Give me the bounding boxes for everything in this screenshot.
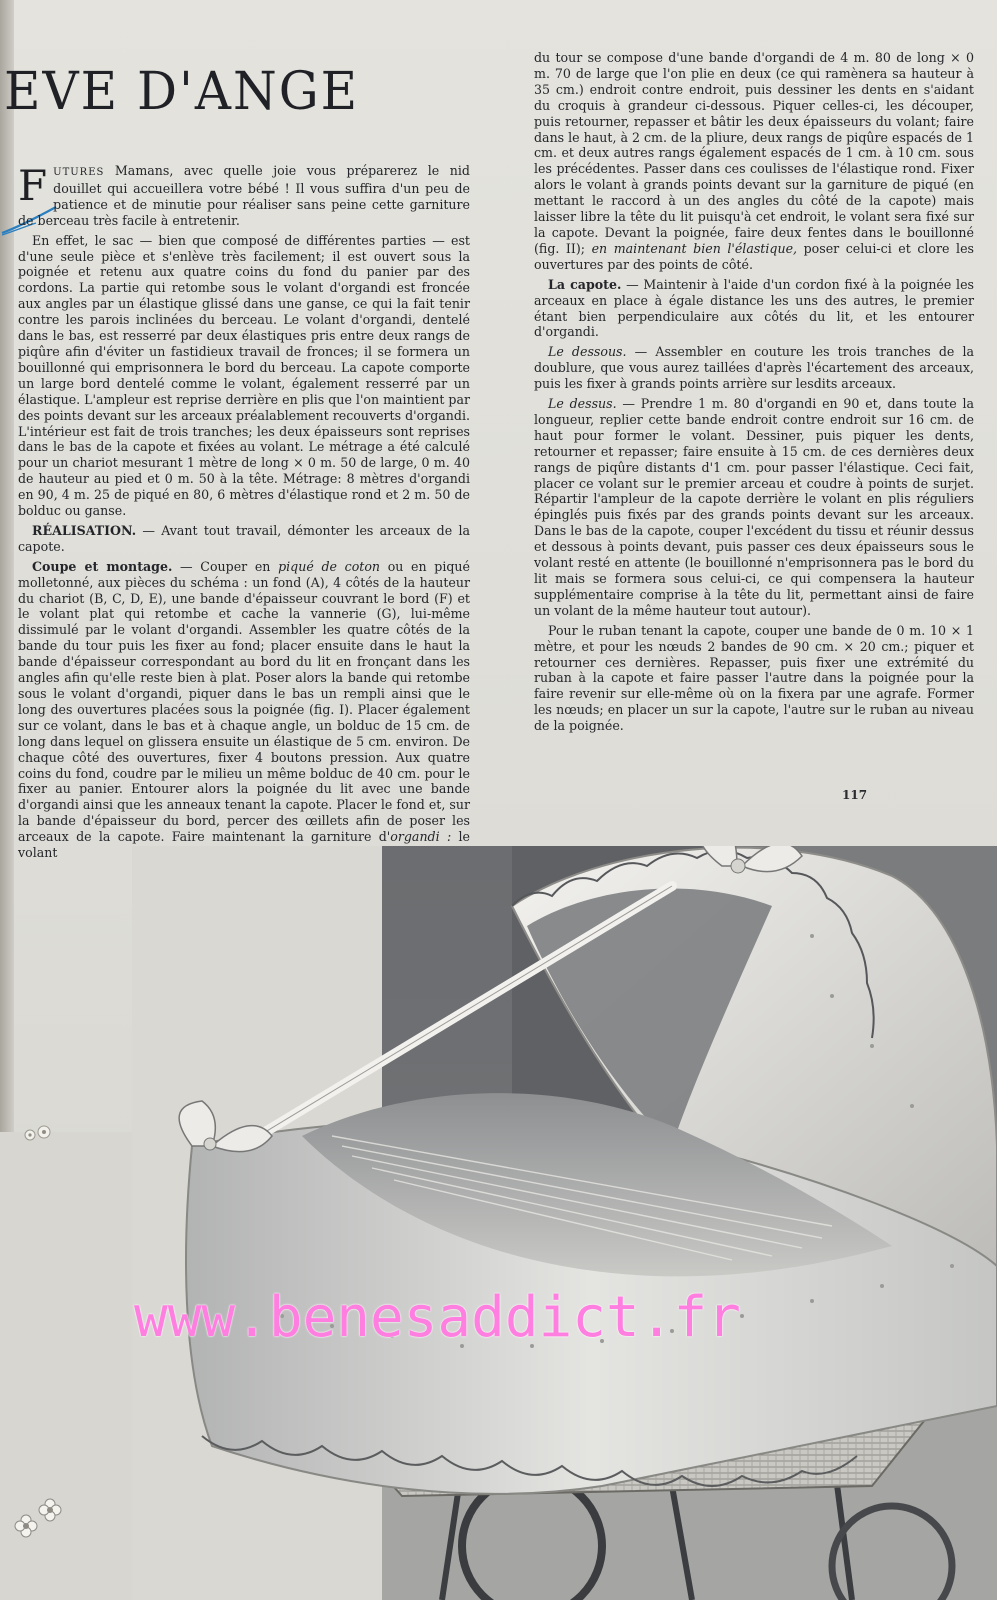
description-paragraph: En effet, le sac — bien que composé de différentes parties — est d'une seule pièce et s'enlève très facilement; il est ouvert sous la poignée et retenu aux quatre coins du fond du panier par des cordons. La partie qui retombe sous le volant d'organdi est froncée aux angles par un élastique glissé dans une ganse, ce qui la fait tenir contre les parois inclinées du berceau. Le volant d'organdi, dentelé dans le bas, est resserré par deux élastiques pris entre deux rangs de piqûre afin d'éviter un fastidieux travail de fronces; il se formera un bouillonné qui emprisonnera le bord du berceau. La capote comporte un large bord dentelé comme le volant, également resserré par un élastique. L'ampleur est reprise derrière en plis que l'on maintient par des points devant sur les arceaux préalablement recouverts d'organdi. L'intérieur est fait de trois tranches; les deux épaisseurs sont reprises dans le bas de la capote et fixées au volant. Le métrage a été calculé pour un chariot mesurant 1 mètre de long × 0 m. 50 de large, 0 m. 40 de hauteur au pied et 0 m. 50 à la tête. Métrage: 8 mètres d'organdi en 90, 4 m. 25 de piqué en 80, 6 mètres d'élastique rond et 2 m. 50 de bolduc ou ganse. xyxy=(18,232,470,519)
realisation-text: — Avant tout travail, démonter les arceaux de la capote. xyxy=(18,522,470,554)
continued-text-a: du tour se compose d'une bande d'organdi de 4 m. 80 de long × 0 m. 70 de large que l'on plie en deux (ce qui ramènera sa hauteur à 35 cm.) endroit contre endroit, puis dessiner les dents en s'aidant du croquis à grandeur ci-dessous. Piquer celles-ci, les découper, puis retourner, repasser et bâtir les deux épaisseurs du volant; faire dans le haut, à 2 cm. de la pliure, deux rangs de piqûre espacés de 1 cm. et deux autres rangs également espacés de 1 cm. à 10 cm. sous les précédentes. Passer dans ces coulisses de l'élastique rond. Fixer alors le volant à grands points devant sur la garniture de piqué (en mettant le raccord à un des angles du côté de la capote) mais laisser libre la tête du lit puisqu'à cet endroit, le volant sera fixé sur la capote. Devant la poignée, faire deux fentes dans le bouillonné (fig. II); xyxy=(534,50,974,256)
coupe-text-a: — Couper en xyxy=(172,558,279,574)
realisation-paragraph xyxy=(18,523,470,555)
dessous-text: — Assembler en couture les trois tranches de la doublure, que vous aurez taillées d'après l'écartement des arceaux, puis les fixer à grands points arrière sur lesdits arceaux. xyxy=(534,344,974,392)
flower-icon xyxy=(10,1490,66,1542)
coupe-heading: Coupe et montage. xyxy=(32,558,173,574)
watermark: www.benesaddict.fr xyxy=(134,1285,741,1350)
capote-paragraph xyxy=(534,277,974,341)
coupe-italic-2: organdi : xyxy=(390,829,452,845)
dessus-paragraph xyxy=(534,396,974,619)
coupe-italic-1: piqué de coton xyxy=(278,558,381,574)
ruban-paragraph: Pour le ruban tenant la capote, couper une bande de 0 m. 10 × 1 mètre, et pour les nœuds 2 bandes de 90 cm. × 20 cm.; piquer et retourner ces dernières. Repasser, puis fixer une extrémité du ruban à la capote et faire passer l'autre dans la poignée pour la faire revenir sur elle-même où on la fixera par une agrafe. Former les nœuds; en placer un sur la capote, l'autre sur le ruban au niveau de la poignée. xyxy=(534,622,974,734)
drop-cap: F xyxy=(18,161,48,210)
continued-paragraph xyxy=(534,50,974,273)
dessus-text: — Prendre 1 m. 80 d'organdi en 90 et, dans toute la longueur, replier cette bande endroit contre endroit sur 16 cm. de haut pour former le volant. Dessiner, puis piquer les dents, retourner et repasser; faire ensuite à 15 cm. de ces dernières deux rangs de piqûre distants d'1 cm. pour passer l'élastique. Ceci fait, placer ce volant sur le premier arceau et coudre à points de surjet. Répartir l'ampleur de la capote derrière le volant en plis réguliers épinglés puis fixés par des grands points devant sur les arceaux. Dans le bas de la capote, couper l'excédent du tissu et réunir dessus et dessous à points devant, puis passer ces deux épaisseurs sous le volant resté en attente (le bouillonné n'emprisonnera pas le bord du lit mais se formera sous celui-ci, ce qui compensera la hauteur supplémentaire comprise à la tête du lit, permettant ainsi de faire un volant de la même hauteur tout autour). xyxy=(534,396,974,618)
dessus-heading: Le dessus. xyxy=(548,396,617,412)
capote-heading: La capote. xyxy=(548,276,622,292)
coupe-text-b: ou en piqué molletonné, aux pièces du schéma : un fond (A), 4 côtés de la hauteur du chariot (B, C, D, E), une bande d'épaisseur couvrant le bord (F) et le volant plat qui retombe et cache la vannerie (G), lui-même dissimulé par le volant d'organdi. Assembler les quatre côtés de la bande du tour puis les fixer au fond; placer ensuite dans le haut la bande d'épaisseur correspondant au bord du lit en fronçant dans les angles afin qu'elle reste bien à plat. Poser alors la bande qui retombe sous le volant d'organdi, piquer dans le bas un rempli ainsi que le long des ouvertures placées sous la poignée (fig. I). Placer également sur ce volant, dans le bas et à chaque angle, un bolduc de 15 cm. de long dans lequel on glissera ensuite un élastique de 5 cm. environ. De chaque côté des ouvertures, fixer 4 boutons pression. Aux quatre coins du fond, coudre par le milieu un même bolduc de 40 cm. pour le fixer au panier. Entourer alors la poignée du lit avec une bande d'organdi ainsi que les anneaux tenant la capote. Placer le fond et, sur la bande d'épaisseur du bord, percer des œillets afin de poser les arceaux de la capote. Faire maintenant la garniture d' xyxy=(18,558,470,845)
intro-text: Mamans, avec quelle joie vous préparerez le nid douillet qui accueillera votre bébé ! Il vous suffira d'un peu de patience et de minutie pour réaliser sans peine cette garniture de berceau très facile à entretenir. xyxy=(18,163,470,228)
dessous-paragraph xyxy=(534,344,974,392)
intro-small-caps: UTURES xyxy=(53,167,105,178)
right-text-column xyxy=(534,50,974,738)
intro-paragraph xyxy=(18,163,470,229)
page-title: EVE D'ANGE xyxy=(4,60,360,122)
bassinet-photo xyxy=(132,846,997,1600)
continued-italic: en maintenant bien l'élastique, xyxy=(591,240,798,256)
coupe-paragraph xyxy=(18,559,470,861)
flower-icon xyxy=(20,1120,60,1150)
capote-text: — Maintenir à l'aide d'un cordon fixé à la poignée les arceaux en place à égale distance les uns des autres, le premier étant bien perpendiculaire aux côtés du lit, et les entourer d'organdi. xyxy=(534,276,974,340)
coupe-text-c: le volant xyxy=(18,829,470,861)
continued-text-b: poser celui-ci et clore les ouvertures par des points de côté. xyxy=(534,240,974,272)
realisation-heading: RÉALISATION. xyxy=(32,522,137,538)
dessous-heading: Le dessous. xyxy=(548,344,627,360)
left-text-column xyxy=(18,163,470,865)
page-number: 117 xyxy=(842,788,868,802)
